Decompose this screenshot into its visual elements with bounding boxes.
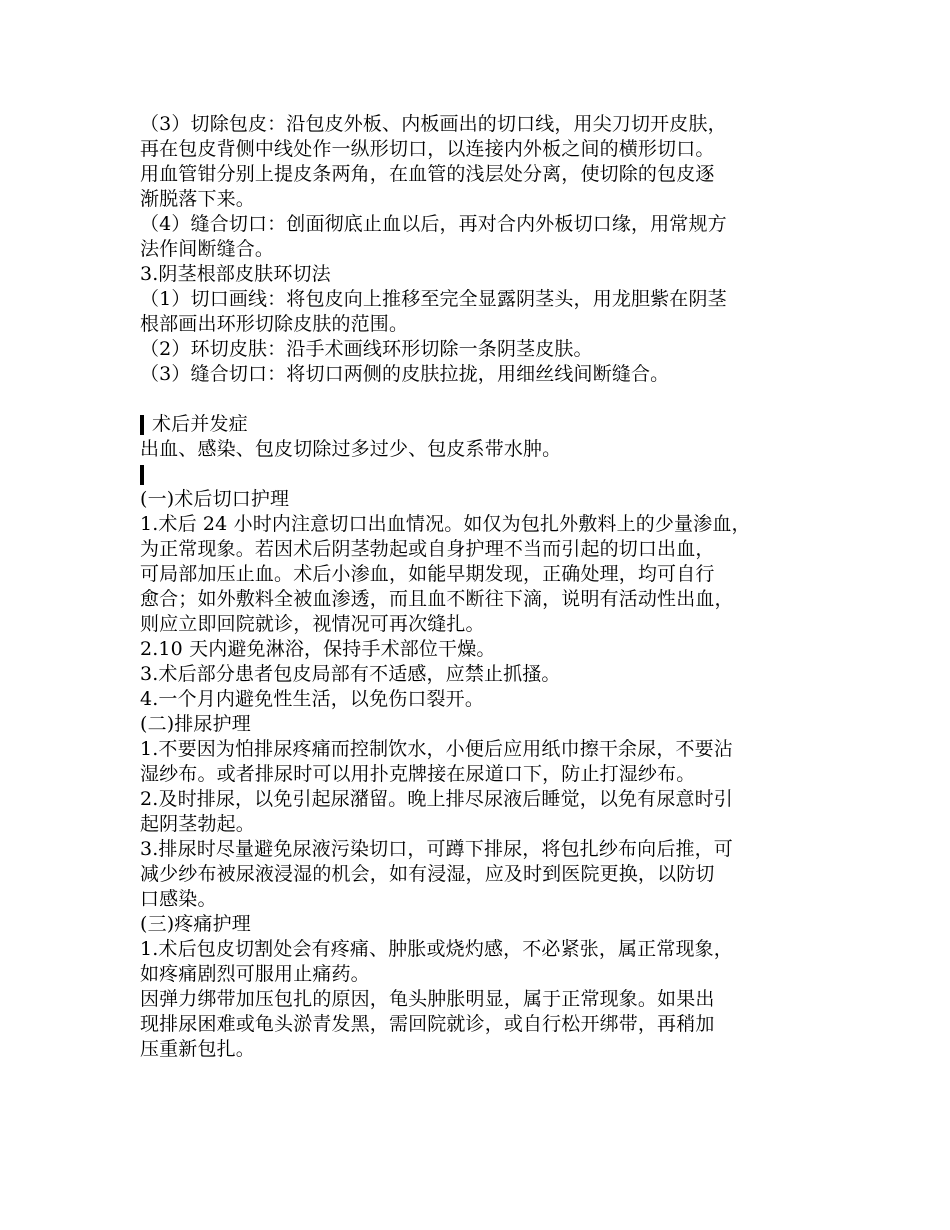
document-page [140, 112, 815, 1062]
text-line: 4.一个月内避免性生活，以免伤口裂开。 [140, 688, 484, 710]
text-line: 减少纱布被尿液浸湿的机会，如有浸湿，应及时到医院更换，以防切 [140, 863, 715, 885]
text-line: （3）切除包皮：沿包皮外板、内板画出的切口线，用尖刀切开皮肤， [140, 113, 727, 135]
text-line: （3）缝合切口：将切口两侧的皮肤拉拢，用细丝线间断缝合。 [140, 363, 670, 385]
text-line: 1.术后包皮切割处会有疼痛、肿胀或烧灼感，不必紧张，属正常现象， [140, 938, 733, 960]
heading-bar-marker [140, 465, 144, 485]
text-line: （4）缝合切口：创面彻底止血以后，再对合内外板切口缘，用常规方 [140, 213, 727, 235]
subheading-line: (三)疼痛护理 [140, 913, 251, 935]
text-line: 愈合；如外敷料全被血渗透，而且血不断往下滴，说明有活动性出血， [140, 588, 734, 610]
text-line: 可局部加压止血。术后小渗血，如能早期发现，正确处理，均可自行 [140, 563, 715, 585]
text-line: 压重新包扎。 [140, 1038, 255, 1060]
text-line: 如疼痛剧烈可服用止痛药。 [140, 963, 370, 985]
text-line: 起阴茎勃起。 [140, 813, 255, 835]
subheading-line: (二)排尿护理 [140, 713, 251, 735]
text-line: 1.术后 24 小时内注意切口出血情况。如仅为包扎外敷料上的少量渗血， [140, 513, 751, 535]
text-line: 现排尿困难或龟头淤青发黑，需回院就诊，或自行松开绑带，再稍加 [140, 1013, 715, 1035]
text-line: 则应立即回院就诊，视情况可再次缝扎。 [140, 613, 485, 635]
text-line: 因弹力绑带加压包扎的原因，龟头肿胀明显，属于正常现象。如果出 [140, 988, 715, 1010]
text-line: 口感染。 [140, 888, 217, 910]
complications-heading [140, 412, 815, 437]
postoperative-care-section [140, 487, 815, 1062]
blank-line [140, 387, 815, 412]
text-line: 3.排尿时尽量避免尿液污染切口，可蹲下排尿，将包扎纱布向后推，可 [140, 838, 733, 860]
text-line: 湿纱布。或者排尿时可以用扑克牌接在尿道口下，防止打湿纱布。 [140, 763, 696, 785]
text-line: 3.术后部分患者包皮局部有不适感，应禁止抓搔。 [140, 663, 561, 685]
text-line: 渐脱落下来。 [140, 188, 255, 210]
text-line: （2）环切皮肤：沿手术画线环形切除一条阴茎皮肤。 [140, 338, 593, 360]
heading-bar-marker [140, 415, 144, 435]
text-line: 根部画出环形切除皮肤的范围。 [140, 313, 409, 335]
text-line: 法作间断缝合。 [140, 238, 275, 260]
text-line: 用血管钳分别上提皮条两角，在血管的浅层处分离，使切除的包皮逐 [140, 163, 715, 185]
subheading-line: (一)术后切口护理 [140, 488, 290, 510]
empty-heading-marker [140, 462, 815, 487]
text-line: 为正常现象。若因术后阴茎勃起或自身护理不当而引起的切口出血， [140, 538, 715, 560]
text-line: 1.不要因为怕排尿疼痛而控制饮水，小便后应用纸巾擦干余尿，不要沾 [140, 738, 733, 760]
text-line: 再在包皮背侧中线处作一纵形切口，以连接内外板之间的横形切口。 [140, 138, 715, 160]
complications-body: 出血、感染、包皮切除过多过少、包皮系带水肿。 [140, 438, 562, 460]
text-line: 2.10 天内避免淋浴，保持手术部位干燥。 [140, 638, 496, 660]
text-line: （1）切口画线：将包皮向上推移至完全显露阴茎头，用龙胆紫在阴茎 [140, 288, 727, 310]
complications-section [140, 412, 815, 487]
surgical-steps-section [140, 112, 815, 387]
text-line: 2.及时排尿，以免引起尿潴留。晚上排尽尿液后睡觉，以免有尿意时引 [140, 788, 733, 810]
complications-heading-text: 术后并发症 [152, 413, 248, 435]
subheading-line: 3.阴茎根部皮肤环切法 [140, 263, 331, 285]
